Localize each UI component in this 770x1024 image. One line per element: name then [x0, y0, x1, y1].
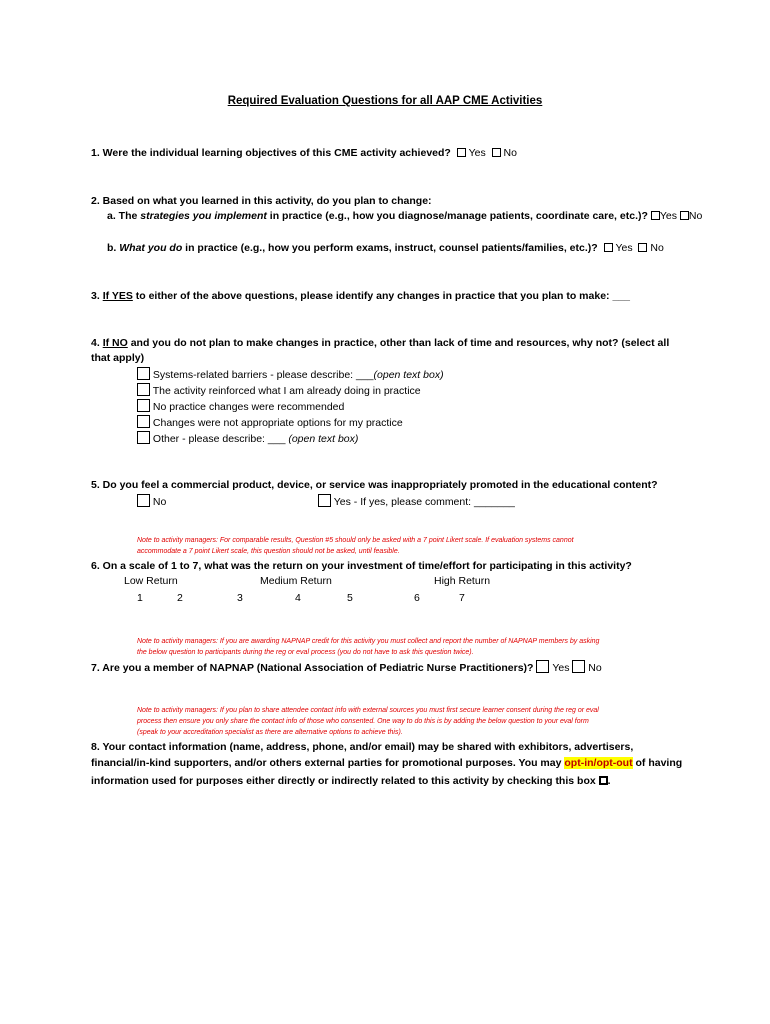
q1-no-checkbox[interactable]	[492, 148, 501, 157]
q4-option-2	[137, 383, 421, 397]
question-3	[91, 290, 630, 302]
q1-yes-checkbox[interactable]	[457, 148, 466, 157]
scale-medium-label: Medium Return	[260, 575, 332, 587]
question-2a	[107, 210, 702, 222]
question-8-line3	[91, 775, 611, 787]
q2b-emphasis: What you do	[119, 242, 183, 254]
q3-text: to either of the above questions, please identify any changes in practice that you plan to make: ___	[132, 290, 630, 302]
question-1-text: 1. Were the individual learning objectives of this CME activity achieved?	[91, 147, 451, 159]
page-title: Required Evaluation Questions for all AAP CME Activities	[227, 95, 543, 107]
q1-no-label: No	[503, 147, 517, 159]
q2b-no-label: No	[650, 242, 664, 254]
q4-option-1-label: Systems-related barriers - please describe: ___	[152, 369, 374, 381]
q7-yes-label: Yes	[552, 662, 570, 674]
q8-line3-text: information used for purposes either directly or indirectly related to this activity by checking this box	[91, 775, 599, 787]
scale-low-label: Low Return	[124, 575, 178, 587]
q4-option-5-hint: (open text box)	[288, 433, 359, 445]
q2a-rest: in practice (e.g., how you diagnose/manage patients, coordinate care, etc.)?	[266, 210, 648, 222]
q8-period: .	[607, 775, 611, 787]
q5-yes-label: Yes - If yes, please comment: _______	[333, 496, 515, 508]
scale-option-3[interactable]: 3	[237, 592, 243, 604]
opt-in-opt-out-highlight: opt-in/opt-out	[564, 757, 633, 769]
question-1	[91, 147, 517, 159]
q2b-prefix: b.	[107, 242, 120, 254]
q4-option-2-label: The activity reinforced what I am already doing in practice	[152, 385, 421, 397]
question-2b	[107, 242, 664, 254]
q5-no-option	[137, 494, 166, 508]
question-8-line1: 8. Your contact information (name, address, phone, and/or email) may be shared with exhibitors, advertisers,	[91, 741, 634, 753]
question-8-line2	[91, 757, 682, 769]
question-7-text: 7. Are you a member of NAPNAP (National Association of Pediatric Nurse Practitioners)?	[91, 662, 534, 674]
question-2-text: 2. Based on what you learned in this activity, do you plan to change:	[91, 195, 432, 207]
q4-if-no: If NO	[102, 337, 128, 349]
q4-number: 4.	[91, 337, 103, 349]
q5-no-label: No	[152, 496, 167, 508]
scale-option-5[interactable]: 5	[347, 592, 353, 604]
q2b-rest: in practice (e.g., how you perform exams, instruct, counsel patients/families, etc.)?	[182, 242, 598, 254]
q4-option-4-checkbox[interactable]	[137, 415, 150, 428]
scale-option-1[interactable]: 1	[137, 592, 143, 604]
q4-option-2-checkbox[interactable]	[137, 383, 150, 396]
q5-yes-checkbox[interactable]	[318, 494, 331, 507]
note-q7-line2: the below question to participants during the reg or eval process (you do not have to ask this question twice).	[137, 649, 474, 656]
scale-option-7[interactable]: 7	[459, 592, 465, 604]
q4-option-1-hint: (open text box)	[373, 369, 444, 381]
q4-option-3-checkbox[interactable]	[137, 399, 150, 412]
scale-high-label: High Return	[434, 575, 491, 587]
q2a-no-label: No	[688, 210, 703, 222]
q8-line2-text: financial/in-kind supporters, and/or others external parties for promotional purposes. You may	[91, 757, 565, 769]
q2a-no-checkbox[interactable]	[680, 211, 689, 220]
q5-no-checkbox[interactable]	[137, 494, 150, 507]
q2b-no-checkbox[interactable]	[638, 243, 647, 252]
q2a-emphasis: strategies you implement	[140, 210, 267, 222]
q2a-yes-label: Yes	[659, 210, 677, 222]
q4-option-4	[137, 415, 403, 429]
q2b-yes-checkbox[interactable]	[604, 243, 613, 252]
q4-option-1	[137, 367, 444, 381]
question-4-line2: that apply)	[91, 352, 145, 364]
scale-option-6[interactable]: 6	[414, 592, 420, 604]
q4-option-1-checkbox[interactable]	[137, 367, 150, 380]
q4-option-5-checkbox[interactable]	[137, 431, 150, 444]
note-q8-line1: Note to activity managers: If you plan to share attendee contact info with external sources you must first secure learner consent during the reg or eval	[137, 707, 599, 714]
q2a-yes-checkbox[interactable]	[651, 211, 660, 220]
note-q8-line2: process then ensure you only share the contact info of those who consented. One way to do this is by adding the below question to your eval form	[137, 718, 589, 725]
note-q6-line1: Note to activity managers: For comparable results, Question #5 should only be asked with a 7 point Likert scale. If evaluation systems cannot	[137, 537, 574, 544]
q5-yes-option	[318, 494, 515, 508]
q4-option-4-label: Changes were not appropriate options for my practice	[152, 417, 403, 429]
q7-no-checkbox[interactable]	[572, 660, 585, 673]
q8-line2-end: of having	[632, 757, 683, 769]
q1-yes-label: Yes	[468, 147, 486, 159]
scale-option-2[interactable]: 2	[177, 592, 183, 604]
q4-option-3-label: No practice changes were recommended	[152, 401, 345, 413]
note-q8-line3: (speak to your accreditation specialist as there are alternative options to achieve this).	[137, 729, 403, 736]
q4-option-5-label: Other - please describe: ___	[152, 433, 289, 445]
q2a-prefix: a. The	[107, 210, 141, 222]
q4-option-3	[137, 399, 344, 413]
q2b-yes-label: Yes	[615, 242, 633, 254]
scale-option-4[interactable]: 4	[295, 592, 301, 604]
question-5-text: 5. Do you feel a commercial product, device, or service was inappropriately promoted in the educational content?	[91, 479, 658, 491]
q3-number: 3.	[91, 290, 103, 302]
note-q6-line2: accommodate a 7 point Likert scale, this question should not be asked, until feasible.	[137, 548, 400, 555]
question-7	[91, 660, 602, 674]
q4-option-5	[137, 431, 358, 445]
note-q7-line1: Note to activity managers: If you are awarding NAPNAP credit for this activity you must collect and report the number of NAPNAP members by asking	[137, 638, 600, 645]
q3-if-yes: If YES	[102, 290, 133, 302]
question-6-text: 6. On a scale of 1 to 7, what was the return on your investment of time/effort for participating in this activity?	[91, 560, 632, 572]
q8-consent-checkbox[interactable]	[599, 776, 608, 785]
q7-yes-checkbox[interactable]	[536, 660, 549, 673]
q7-no-label: No	[588, 662, 602, 674]
q4-text: and you do not plan to make changes in practice, other than lack of time and resources, why not? (select all	[127, 337, 670, 349]
question-4-line1	[91, 337, 669, 349]
